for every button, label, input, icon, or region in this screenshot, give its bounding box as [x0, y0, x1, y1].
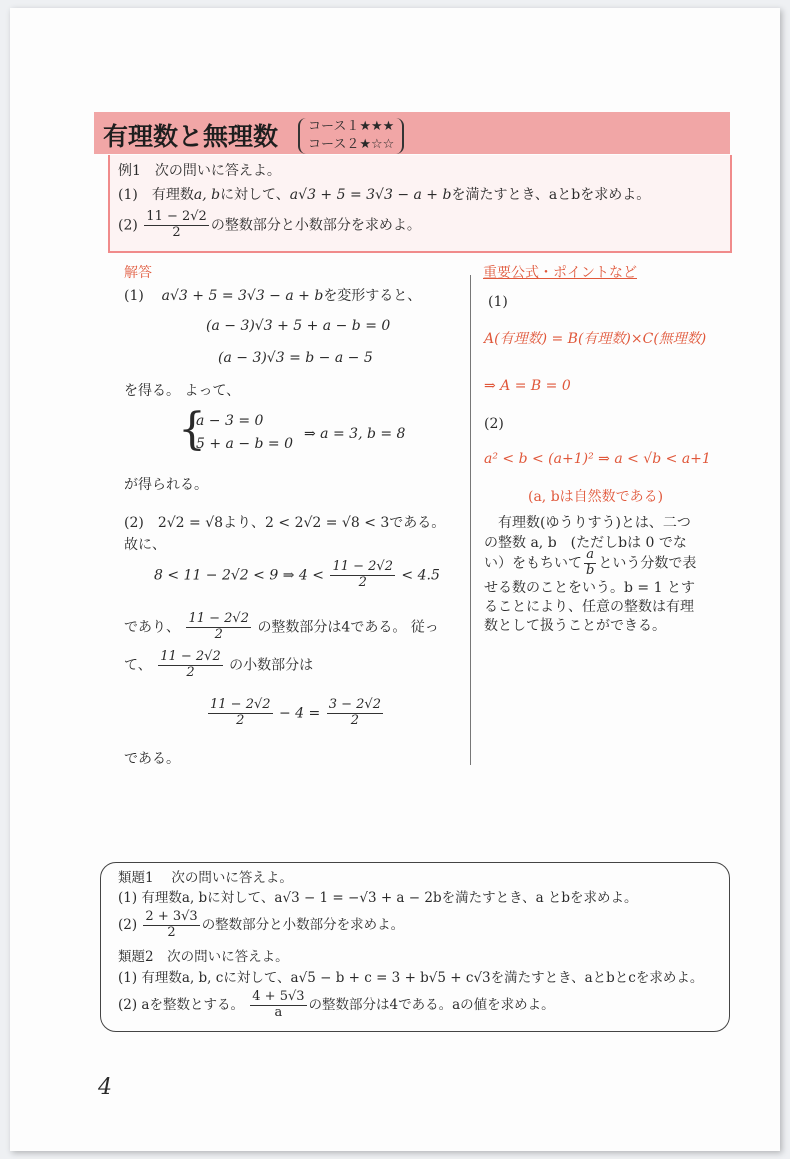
points-1-result: ⇒ A = B = 0 [484, 378, 571, 394]
system-brace: { [178, 404, 206, 455]
answer-2-line-1: (2) 2√2 = √8より、2 < 2√2 = √8 < 3である。 [124, 515, 446, 531]
practice-2-heading: 類題2 次の問いに答えよ。 [118, 949, 289, 965]
fraction: $\frac{11 - 2√2}{2}$ [146, 209, 207, 240]
points-desc-1: 有理数(ゆうりすう)とは、二つ [498, 515, 691, 531]
answer-1-end: が得られる。 [124, 477, 208, 493]
practice-2-question-2: (2) aを整数とする。 $\frac{4 + 5√3}{a}$ の整数部分は4である。aの値を求めよ。 [118, 989, 555, 1020]
answer-2-inequality: 8 < 11 − 2√2 < 9 ⇒ 4 < $\frac{11 - 2√2}{2}$ < 4.5 [154, 559, 440, 590]
answer-1-line-1: (1) a√3 + 5 = 3√3 − a + bを変形すると、 [124, 288, 422, 304]
answer-label: 解答 [124, 265, 152, 281]
column-divider [470, 275, 471, 765]
answer-2-line-1b: 故に、 [124, 537, 166, 553]
answer-2-line-3: であり、 $\frac{11 - 2√2}{2}$ の整数部分は4である。 従っ [124, 611, 439, 642]
practice-1-question-2: (2) $\frac{2 + 3√3}{2}$ の整数部分と小数部分を求めよ。 [118, 909, 405, 940]
practice-1-question-1: (1) 有理数a, bに対して、a√3 − 1 = −√3 + a − 2bを満たすとき、a とbを求めよ。 [118, 890, 638, 906]
system-equation-2: 5 + a − b = 0 [196, 436, 294, 452]
answer-2-final: $\frac{11 - 2√2}{2}$ − 4 = $\frac{3 - 2√2}{2}$ [210, 697, 381, 728]
points-desc-5: ることにより、任意の整数は有理 [484, 599, 694, 615]
points-1-formula: A(有理数) = B(有理数)×C(無理数) [484, 331, 707, 347]
example-question-2: (2) $\frac{11 - 2√2}{2}$ の整数部分と小数部分を求めよ。 [118, 209, 421, 240]
answer-1-result: ⇒ a = 3, b = 8 [304, 426, 406, 442]
points-2-formula: a² < b < (a+1)² ⇒ a < √b < a+1 [484, 451, 711, 467]
course-2-rating: コース２★☆☆ [308, 137, 395, 152]
system-equation-1: a − 3 = 0 [196, 413, 264, 429]
answer-1-line-2: (a − 3)√3 + 5 + a − b = 0 [206, 318, 391, 334]
points-desc-6: 数として扱うことができる。 [484, 618, 666, 634]
example-heading: 例1 次の問いに答えよ。 [118, 163, 281, 179]
course-1-rating: コース１★★★ [308, 119, 395, 134]
points-2-note: (a, bは自然数である) [528, 489, 664, 505]
answer-1-line-3: (a − 3)√3 = b − a − 5 [218, 350, 373, 366]
page-title: 有理数と無理数 [103, 122, 279, 151]
points-2-label: (2) [484, 416, 504, 432]
points-label: 重要公式・ポイントなど [483, 265, 637, 281]
example-question-1: (1) 有理数a, bに対して、a√3 + 5 = 3√3 − a + bを満たすとき、aとbを求めよ。 [118, 187, 651, 203]
points-desc-3: い）をもちいて $\frac{a}{b}$ という分数で表 [484, 547, 697, 578]
points-desc-4: せる数のことをいう。b = 1 とす [484, 580, 695, 596]
practice-1-heading: 類題1 次の問いに答えよ。 [118, 870, 293, 886]
answer-1-get: を得る。 よって、 [124, 383, 241, 399]
practice-2-question-1: (1) 有理数a, b, cに対して、a√5 − b + c = 3 + b√5 + c√3を満たすとき、aとbとcを求めよ。 [118, 970, 704, 986]
page-number: 4 [98, 1075, 112, 1100]
course-rating [298, 118, 404, 154]
answer-2-end: である。 [124, 751, 180, 767]
points-desc-2: の整数 a, b (ただしbは 0 でな [484, 535, 687, 551]
points-1-label: (1) [488, 294, 508, 310]
answer-2-line-4: て、 $\frac{11 - 2√2}{2}$ の小数部分は [124, 649, 314, 680]
